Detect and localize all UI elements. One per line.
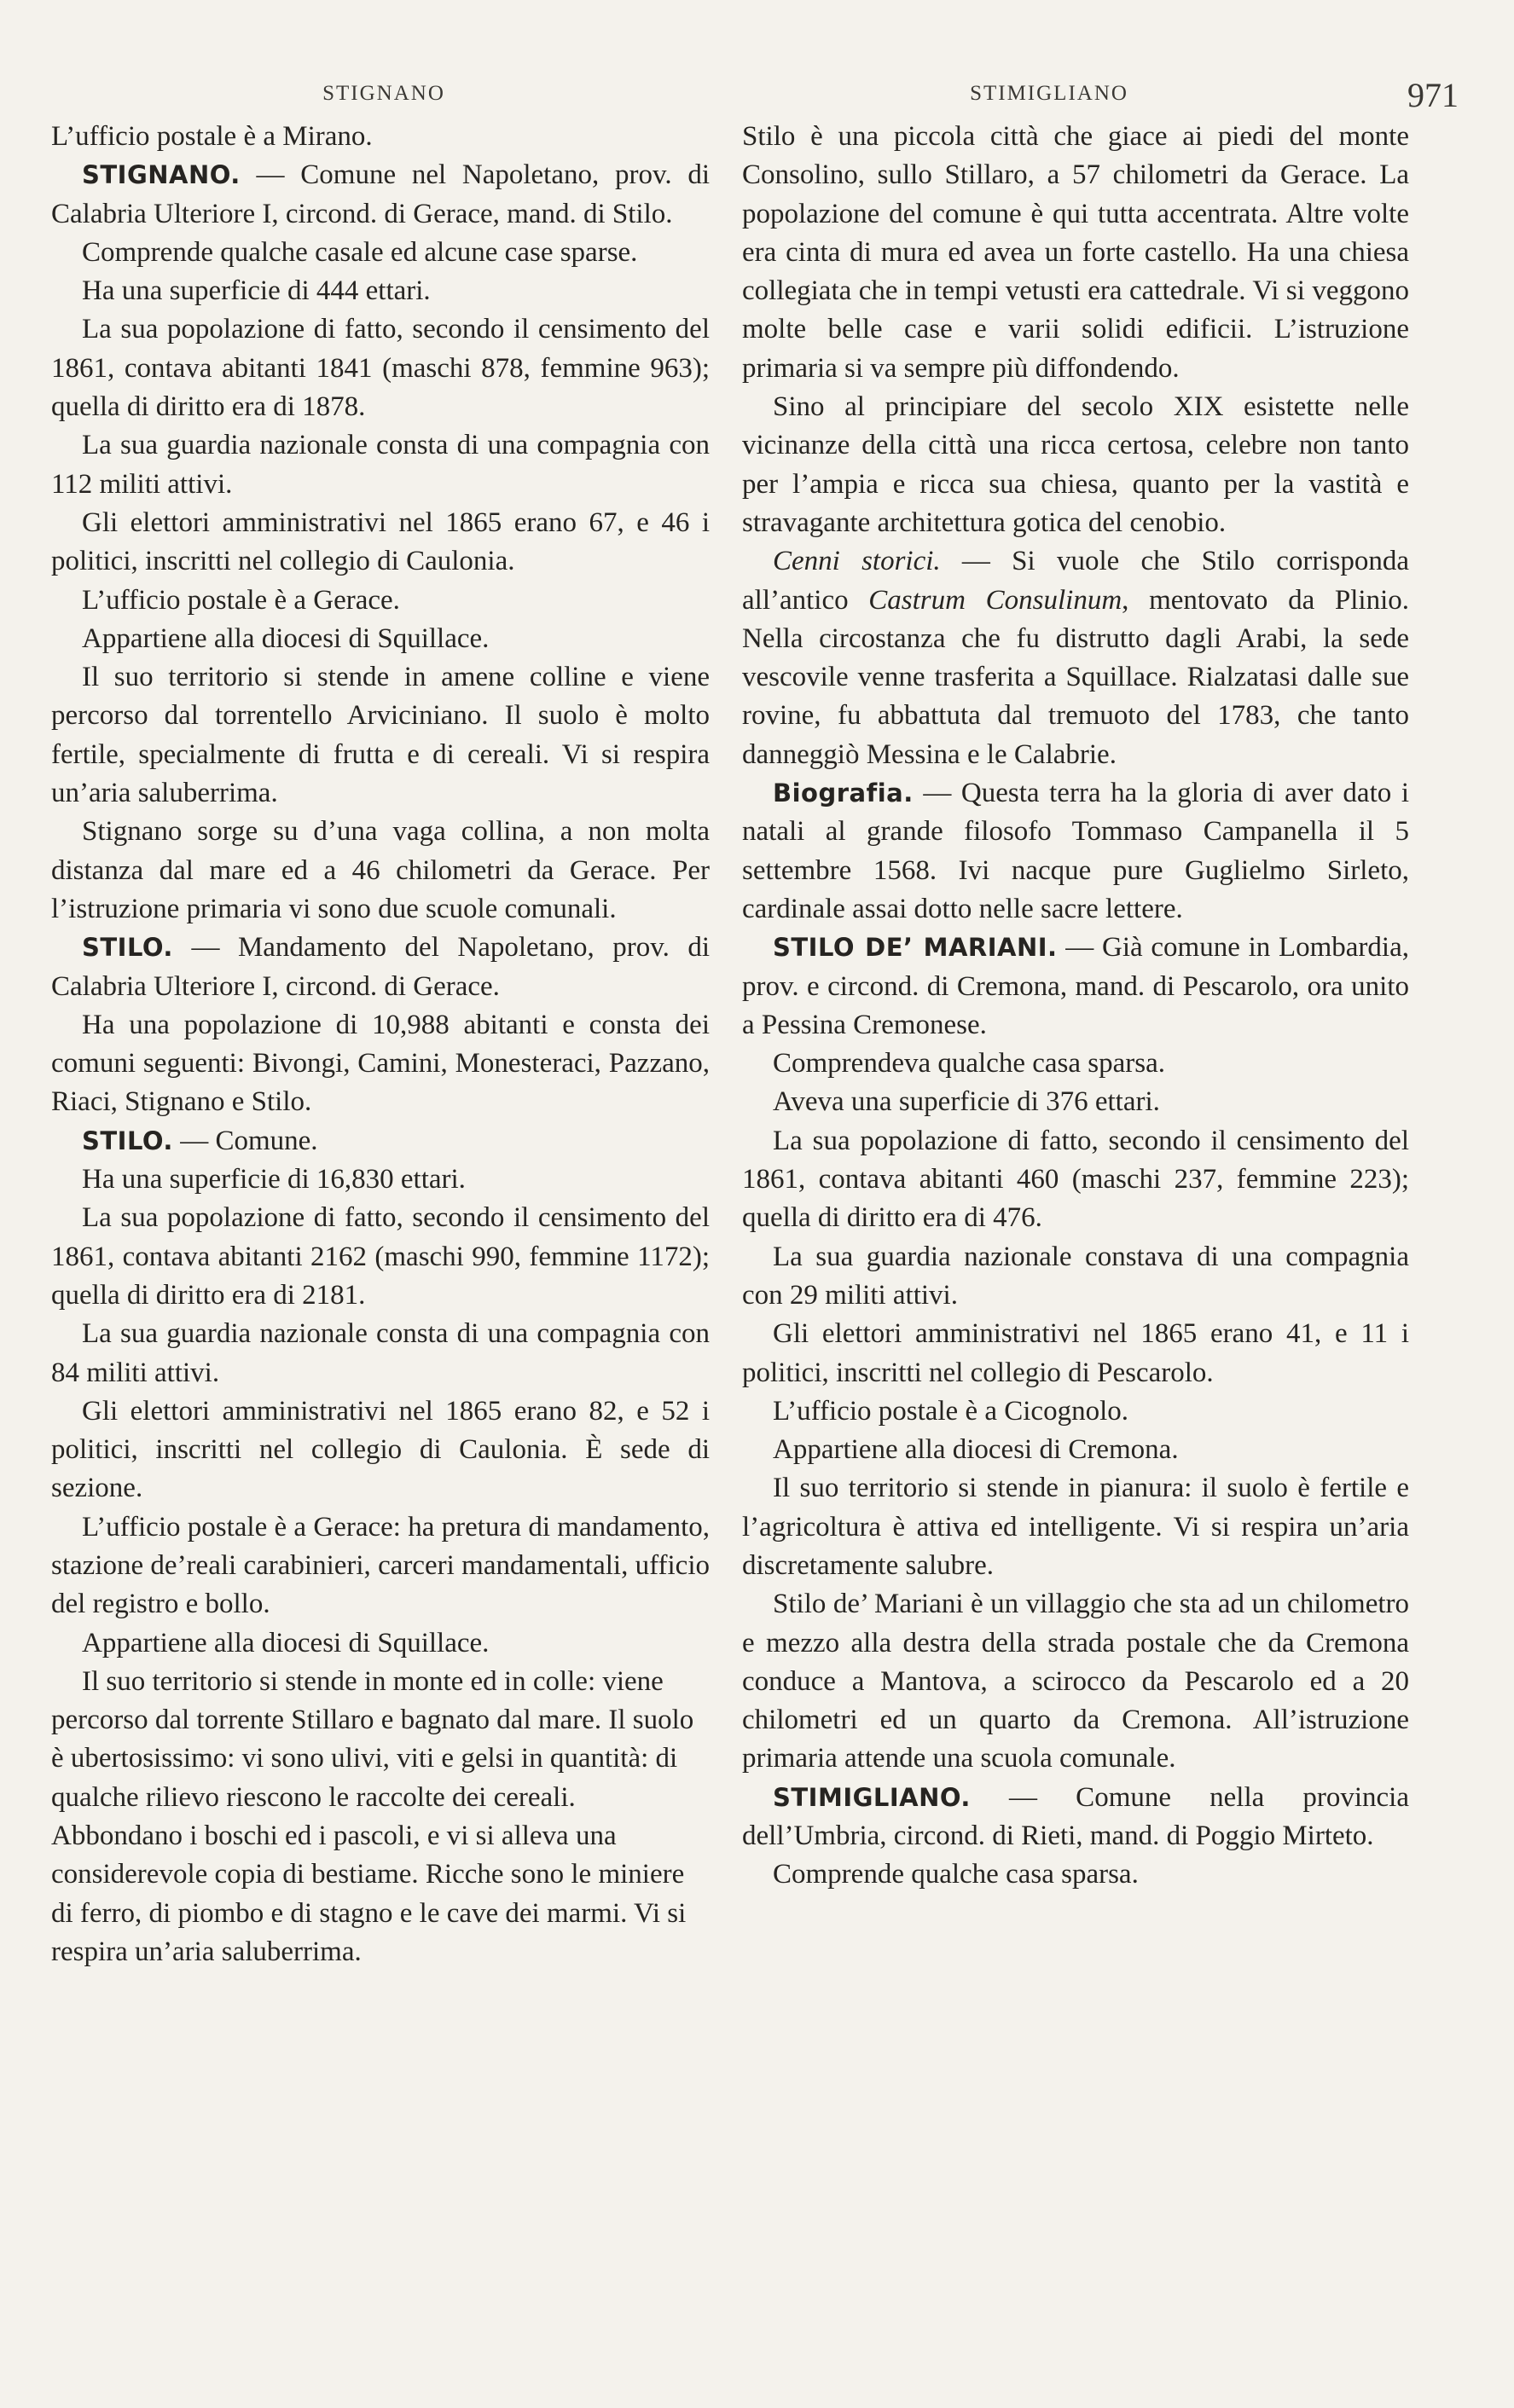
paragraph: La sua popolazione di fatto, secondo il censimento del 1861, contava abitanti 1841 (maschi 878, femmine 963); quella di diritto era di 1878. [51,314,710,423]
paragraph: Gli elettori amministrativi nel 1865 erano 41, e 11 i politici, inscritti nel collegio di Pescarolo. [742,1318,1409,1388]
entry-title: STILO. [82,1126,173,1155]
paragraph: Comprendeva qualche casa sparsa. [773,1048,1165,1080]
paragraph: Comprende qualche casale ed alcune case sparse. [82,236,638,268]
paragraph: Aveva una superficie di 376 ettari. [773,1086,1160,1118]
paragraph: Appartiene alla diocesi di Squillace. [82,1627,490,1658]
paragraph: Ha una superficie di 16,830 ettari. [82,1164,466,1195]
paragraph: Stilo de’ Mariani è un villaggio che sta ad un chilometro e mezzo alla destra della strada postale che da Cremona conduce a Mantova, a scirocco da Pescarolo ed a 20 chilometri ed un quarto da Cremona. All’istruzione primaria attende una scuola comunale. [742,1589,1409,1774]
entry-paragraph [51,929,710,1006]
latin-name: Castrum Consulinum [868,584,1122,616]
entry-title: STIGNANO. [82,160,241,190]
running-head-right [742,76,1459,116]
paragraph: Ha una superficie di 444 ettari. [82,275,431,307]
paragraph: Stilo è una piccola città che giace ai piedi del monte Consolino, sullo Stillaro, a 57 chilometri da Gerace. La popolazione del comune è qui tutta accentrata. Altre volte era cinta di mura ed avea un forte castello. Ha una chiesa collegiata che in tempi vetusti era cattedrale. Vi si veggono molte belle case e varii solidi edificii. L’istruzione primaria si va sempre più diffondendo. [742,121,1409,384]
paragraph: Sino al principiare del secolo XIX esistette nelle vicinanze della città una ricca certosa, celebre non tanto per l’ampia e ricca sua chiesa, quanto per la vastità e stravagante architettura gotica del cenobio. [742,391,1409,538]
running-head-left-text: STIGNANO [322,82,445,105]
entry-text: — Comune. [172,1125,318,1156]
entry-paragraph [742,1779,1409,1856]
paragraph: Stignano sorge su d’una vaga collina, a non molta distanza dal mare ed a 46 chilometri da Gerace. Per l’istruzione primaria vi sono due scuole comunali. [51,816,710,924]
paragraph: La sua guardia nazionale consta di una compagnia con 112 militi attivi. [51,430,710,500]
paragraph: La sua popolazione di fatto, secondo il censimento del 1861, contava abitanti 460 (maschi 237, femmine 223); quella di diritto era di 476. [742,1125,1409,1234]
paragraph: La sua guardia nazionale consta di una compagnia con 84 militi attivi. [51,1318,710,1388]
section-title: Biografia. [773,779,914,808]
entry-text: — Comune nel Napoletano, prov. di Calabria Ulteriore I, circond. di Gerace, mand. di Stilo. [51,159,710,229]
entry-text: — Mandamento del Napoletano, prov. di Calabria Ulteriore I, circond. di Gerace. [51,932,710,1002]
section-text: — Si vuole che Stilo corrisponda all’antico [742,546,1409,616]
right-column [742,118,1409,1895]
page-number: 971 [1407,76,1459,114]
entry-paragraph [51,1122,710,1161]
entry-text: — Già comune in Lombardia, prov. e circond. di Cremona, mand. di Pescarolo, ora unito a Pessina Cremonese. [742,932,1409,1040]
section-text: — Questa terra ha la gloria di aver dato i natali al grande filosofo Tommaso Campanella il 5 settembre 1568. Ivi nacque pure Guglielmo Sirleto, cardinale assai dotto nelle sacre lettere. [742,778,1409,924]
paragraph: Il suo territorio si stende in pianura: il suolo è fertile e l’agricoltura è attiva ed intelligente. Vi si respira un’aria discretamente salubre. [742,1473,1409,1581]
section-label: Cenni storici. [773,546,941,577]
paragraph: L’ufficio postale è a Mirano. [51,121,373,152]
entry-text: — Comune nella provincia dell’Umbria, circond. di Rieti, mand. di Poggio Mirteto. [742,1781,1409,1852]
paragraph: Gli elettori amministrativi nel 1865 erano 67, e 46 i politici, inscritti nel collegio di Caulonia. [51,506,710,577]
entry-title: STIMIGLIANO. [773,1782,971,1812]
running-head-left [51,82,716,116]
left-column [51,118,710,1971]
paragraph: Il suo territorio si stende in amene colline e viene percorso dal torrentello Arviciniano. Il suolo è molto fertile, specialmente di frutta e di cereali. Vi si respira un’aria saluberrima. [51,662,710,809]
paragraph: Ha una popolazione di 10,988 abitanti e consta dei comuni seguenti: Bivongi, Camini, Monesteraci, Pazzano, Riaci, Stignano e Stilo. [51,1009,710,1118]
section-text: , mentovato da Plinio. Nella circostanza che fu distrutto dagli Arabi, la sede vescovile venne trasferita a Squillace. Rialzatasi dalle sue rovine, fu abbattuta dal tremuoto del 1783, che tanto danneggiò Messina e le Calabrie. [742,584,1409,770]
paragraph: L’ufficio postale è a Gerace: ha pretura di mandamento, stazione de’reali carabinieri, carceri mandamentali, ufficio del registro e bollo. [51,1511,710,1620]
entry-title: STILO. [82,933,173,963]
section-paragraph [742,542,1409,774]
entry-paragraph [742,929,1409,1045]
entry-title: STILO DE’ MARIANI. [773,933,1058,963]
paragraph: Gli elettori amministrativi nel 1865 erano 82, e 52 i politici, inscritti nel collegio di Caulonia. È sede di sezione. [51,1395,710,1504]
paragraph: L’ufficio postale è a Cicognolo. [773,1395,1128,1427]
paragraph: Il suo territorio si stende in monte ed in colle: viene percorso dal torrente Stillaro e bagnato dal mare. Il suolo è ubertosissimo: vi sono ulivi, viti e gelsi in quantità: di qualche rilievo riescono le raccolte dei cereali. Abbondano i boschi ed i pascoli, e vi si alleva una considerevole copia di bestiame. Ricche sono le miniere di ferro, di piombo e di stagno e le cave dei marmi. Vi si respira un’aria saluberrima. [51,1665,694,1967]
paragraph: L’ufficio postale è a Gerace. [82,584,400,616]
paragraph: Comprende qualche casa sparsa. [773,1859,1139,1890]
paragraph: La sua popolazione di fatto, secondo il censimento del 1861, contava abitanti 2162 (maschi 990, femmine 1172); quella di diritto era di 2181. [51,1202,710,1311]
section-paragraph [742,774,1409,929]
paragraph: La sua guardia nazionale constava di una compagnia con 29 militi attivi. [742,1241,1409,1311]
paragraph: Appartiene alla diocesi di Squillace. [82,622,490,654]
paragraph: Appartiene alla diocesi di Cremona. [773,1434,1179,1466]
running-head-right-text: STIMIGLIANO [970,82,1128,105]
entry-paragraph [51,156,710,234]
